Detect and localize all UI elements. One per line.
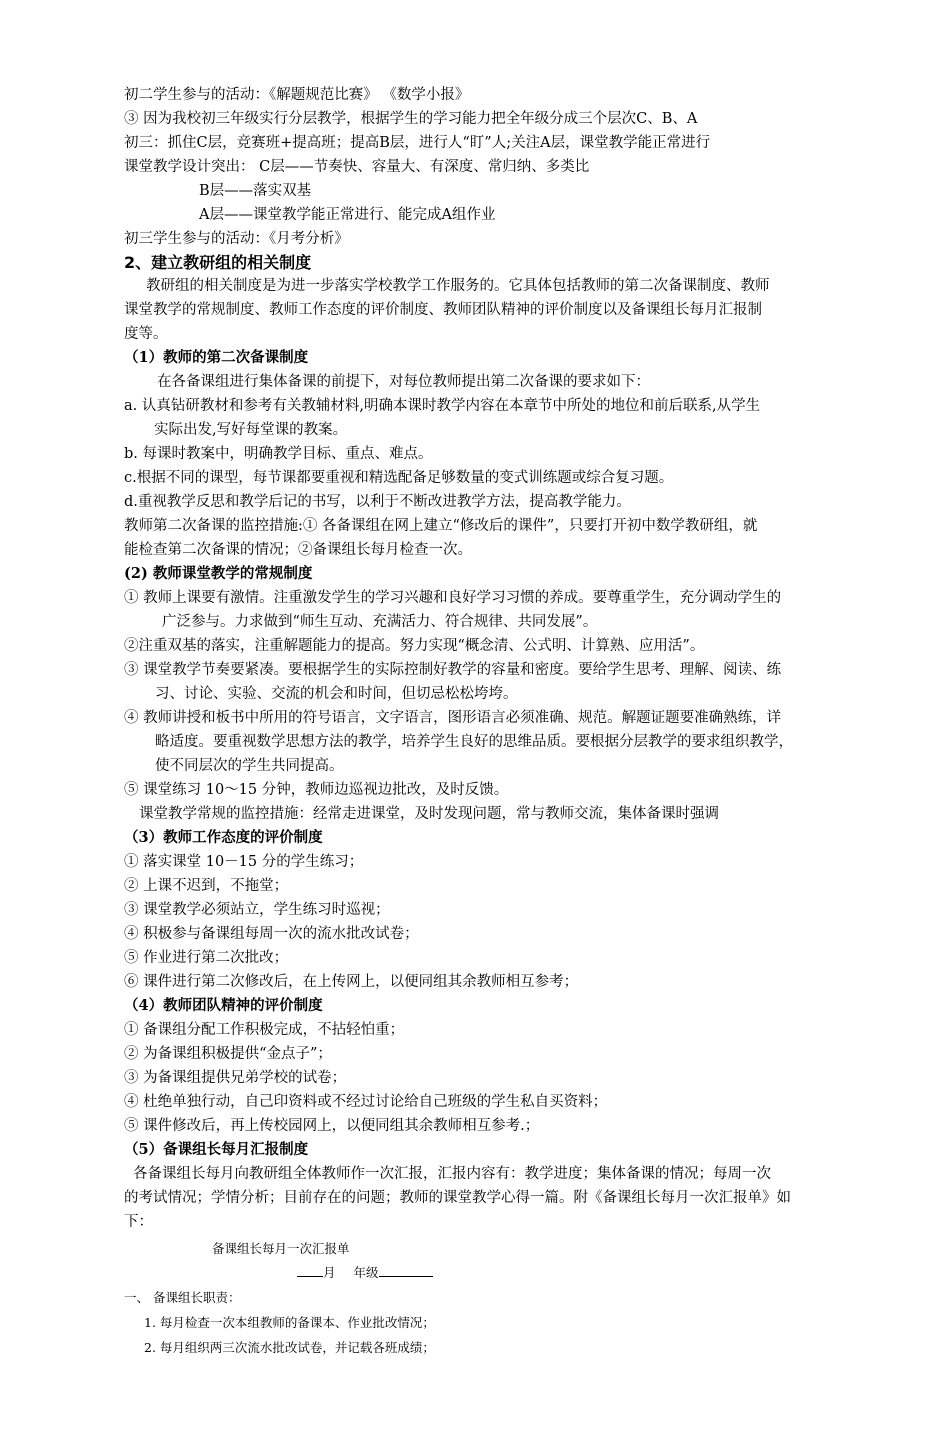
form-date-line: [297, 1262, 433, 1283]
text-line: 在各备课组进行集体备课的前提下，对每位教师提出第二次备课的要求如下：: [157, 374, 650, 390]
text-line: 广泛参与。力求做到“师生互动、充满活力、符合规律、共同发展”。: [162, 614, 598, 630]
text-line: 课堂教学设计突出： C层——节奏快、容量大、有深度、常归纳、多类比: [124, 159, 590, 175]
subsection-heading: （4）教师团队精神的评价制度: [124, 997, 323, 1014]
text-line: 教研组的相关制度是为进一步落实学校教学工作服务的。它具体包括教师的第二次备课制度、教师: [146, 278, 770, 294]
subsection-heading: （3）教师工作态度的评价制度: [124, 829, 323, 846]
form-section-heading: 一、 备课组长职责：: [124, 1290, 241, 1305]
month-blank: [297, 1262, 323, 1277]
text-line: 课堂教学常规的监控措施：经常走进课堂，及时发现问题，常与教师交流，集体备课时强调: [139, 806, 719, 822]
list-item: ⑥ 课件进行第二次修改后，在上传网上，以便同组其余教师相互参考；: [124, 974, 579, 990]
text-line: ① 教师上课要有激情。注重激发学生的学习兴趣和良好学习习惯的养成。要尊重学生，充分调动学生的: [124, 590, 782, 606]
list-item: ① 备课组分配工作积极完成，不拈轻怕重；: [124, 1022, 405, 1038]
subsection-heading: （1）教师的第二次备课制度: [124, 349, 309, 366]
text-line: 使不同层次的学生共同提高。: [155, 758, 344, 774]
grade-label: 年级: [353, 1265, 379, 1280]
list-item: ④ 积极参与备课组每周一次的流水批改试卷；: [124, 926, 419, 942]
text-line: b. 每课时教案中，明确教学目标、重点、难点。: [124, 446, 433, 462]
list-item: ① 落实课堂 10－15 分的学生练习；: [124, 854, 364, 870]
text-line: ④ 教师讲授和板书中所用的符号语言，文字语言，图形语言必须准确、规范。解题证题要准确熟练，详: [124, 710, 782, 726]
text-line: 各备课组长每月向教研组全体教师作一次汇报，汇报内容有：教学进度；集体备课的情况；每周一次: [133, 1166, 771, 1182]
list-item: ② 为备课组积极提供“金点子”；: [124, 1046, 332, 1062]
list-item: ⑤ 课件修改后，再上传校园网上，以便同组其余教师相互参考.；: [124, 1118, 540, 1134]
grade-blank: [379, 1262, 433, 1277]
form-title: 备课组长每月一次汇报单: [212, 1241, 350, 1256]
text-line: 初三：抓住C层，竞赛班+提高班；提高B层，进行人“盯”人;关注A层，课堂教学能正常进行: [124, 135, 711, 151]
list-item: ④ 杜绝单独行动，自己印资料或不经过讨论给自己班级的学生私自买资料；: [124, 1094, 608, 1110]
text-line: 的考试情况；学情分析；目前存在的问题；教师的课堂教学心得一篇。附《备课组长每月一次汇报单》如: [124, 1190, 791, 1206]
text-line: ②注重双基的落实，注重解题能力的提高。努力实现“概念清、公式明、计算熟、应用活”。: [124, 638, 705, 654]
text-line: 教师第二次备课的监控措施:① 各备课组在网上建立“修改后的课件”，只要打开初中数学教研组，就: [124, 518, 758, 534]
subsection-heading: (2) 教师课堂教学的常规制度: [124, 565, 313, 582]
section-heading: 2、建立教研组的相关制度: [124, 253, 312, 272]
text-line: 下：: [124, 1214, 153, 1230]
text-line: ③ 因为我校初三年级实行分层教学，根据学生的学习能力把全年级分成三个层次C、B、A: [124, 111, 698, 127]
subsection-heading: （5）备课组长每月汇报制度: [124, 1141, 309, 1158]
text-line: ③ 课堂教学节奏要紧凑。要根据学生的实际控制好教学的容量和密度。要给学生思考、理解、阅读、练: [124, 662, 782, 678]
text-line: 实际出发,写好每堂课的教案。: [154, 422, 348, 438]
text-line: 度等。: [124, 326, 168, 342]
text-line: a. 认真钻研教材和参考有关教辅材料,明确本课时教学内容在本章节中所处的地位和前后联系,从学生: [124, 398, 761, 414]
text-line: 初二学生参与的活动：《解题规范比赛》 《数学小报》: [124, 87, 470, 103]
text-line: 略适度。要重视数学思想方法的教学，培养学生良好的思维品质。要根据分层教学的要求组织教学，: [155, 734, 793, 750]
text-line: A层——课堂教学能正常进行、能完成A组作业: [199, 207, 496, 223]
text-line: ⑤ 课堂练习 10～15 分钟，教师边巡视边批改，及时反馈。: [124, 782, 509, 798]
text-line: 习、讨论、实验、交流的机会和时间，但切忌松松垮垮。: [155, 686, 518, 702]
text-line: d.重视教学反思和教学后记的书写，以利于不断改进教学方法，提高教学能力。: [124, 494, 631, 510]
list-item: ⑤ 作业进行第二次批改；: [124, 950, 289, 966]
text-line: B层——落实双基: [199, 183, 312, 199]
list-item: ③ 为备课组提供兄弟学校的试卷；: [124, 1070, 347, 1086]
list-item: ③ 课堂教学必须站立，学生练习时巡视；: [124, 902, 390, 918]
text-line: c.根据不同的课型，每节课都要重视和精选配备足够数量的变式训练题或综合复习题。: [124, 470, 674, 486]
month-label: 月: [323, 1265, 336, 1280]
list-item: ② 上课不迟到，不拖堂；: [124, 878, 289, 894]
text-line: 能检查第二次备课的情况；②备课组长每月检查一次。: [124, 542, 472, 558]
text-line: 课堂教学的常规制度、教师工作态度的评价制度、教师团队精神的评价制度以及备课组长每月汇报制: [124, 302, 762, 318]
text-line: 初三学生参与的活动：《月考分析》: [124, 231, 349, 247]
form-list-item: 2. 每月组织两三次流水批改试卷，并记载各班成绩；: [144, 1340, 435, 1355]
form-list-item: 1. 每月检查一次本组教师的备课本、作业批改情况；: [144, 1315, 435, 1330]
